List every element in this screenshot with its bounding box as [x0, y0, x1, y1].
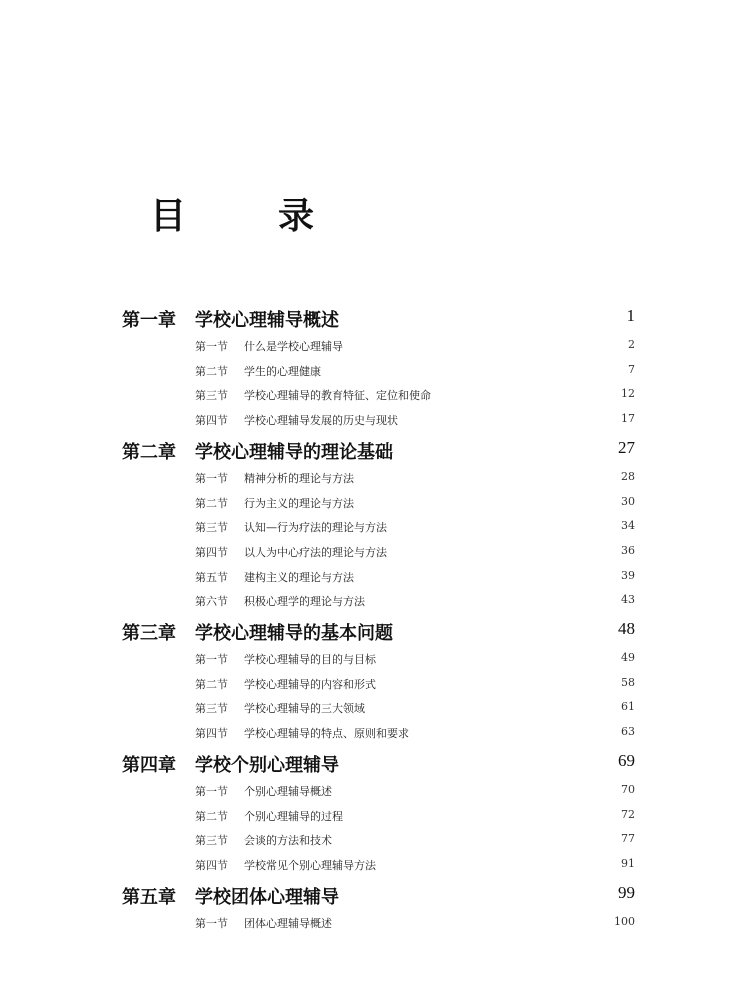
section-number: 第五节: [195, 570, 228, 584]
chapter-number: 第四章: [122, 754, 176, 776]
section-title: 学生的心理健康: [244, 364, 321, 378]
toc-section-row[interactable]: [0, 587, 750, 613]
section-title: 精神分析的理论与方法: [244, 471, 354, 485]
section-page-number: 91: [621, 856, 635, 870]
section-title: 学校常见个别心理辅导方法: [244, 858, 376, 872]
section-number: 第一节: [195, 784, 228, 798]
section-number: 第一节: [195, 653, 228, 666]
section-number: 第一节: [195, 340, 228, 353]
toc-section-row[interactable]: [0, 332, 750, 358]
section-title: 团体心理辅导概述: [244, 916, 332, 930]
toc-section-row[interactable]: [0, 909, 750, 935]
section-page-number: 61: [621, 700, 635, 714]
toc-title: 目 录: [150, 195, 343, 237]
section-title: 学校心理辅导的三大领域: [244, 702, 365, 716]
chapter-title: 学校心理辅导概述: [195, 310, 339, 331]
section-title: 行为主义的理论与方法: [244, 496, 354, 510]
section-title: 什么是学校心理辅导: [244, 340, 343, 353]
chapter-page-number: 99: [618, 882, 635, 902]
toc-section-row[interactable]: [0, 538, 750, 564]
section-number: 第二节: [195, 364, 228, 378]
section-page-number: 58: [621, 675, 635, 689]
section-page-number: 34: [621, 519, 635, 533]
section-title: 建构主义的理论与方法: [244, 570, 354, 584]
section-title: 学校心理辅导发展的历史与现状: [244, 414, 398, 428]
toc-section-row[interactable]: [0, 719, 750, 745]
toc-section-row[interactable]: [0, 851, 750, 877]
section-number: 第四节: [195, 727, 228, 741]
toc-chapter-row[interactable]: [0, 749, 750, 775]
toc-chapter-row[interactable]: [0, 304, 750, 330]
section-number: 第三节: [195, 521, 228, 535]
section-title: 学校心理辅导的内容和形式: [244, 677, 376, 691]
toc-section-row[interactable]: [0, 381, 750, 407]
chapter-title: 学校团体心理辅导: [195, 886, 339, 908]
section-number: 第三节: [195, 834, 228, 848]
section-number: 第三节: [195, 389, 228, 403]
section-title: 个别心理辅导概述: [244, 784, 332, 798]
section-title: 学校心理辅导的教育特征、定位和使命: [244, 389, 431, 403]
section-page-number: 100: [614, 914, 635, 928]
section-title: 个别心理辅导的过程: [244, 809, 343, 823]
toc-section-row[interactable]: [0, 645, 750, 671]
section-number: 第一节: [195, 916, 228, 930]
section-page-number: 63: [621, 725, 635, 739]
chapter-page-number: 69: [618, 750, 635, 770]
section-number: 第四节: [195, 414, 228, 428]
chapter-page-number: 27: [618, 437, 635, 457]
toc-section-row[interactable]: [0, 694, 750, 720]
section-page-number: 70: [621, 782, 635, 796]
section-page-number: 77: [621, 832, 635, 846]
section-number: 第二节: [195, 809, 228, 823]
toc-section-row[interactable]: [0, 777, 750, 803]
section-page-number: 43: [621, 593, 635, 607]
chapter-title: 学校心理辅导的基本问题: [195, 623, 393, 644]
chapter-title: 学校心理辅导的理论基础: [195, 441, 393, 463]
section-page-number: 30: [621, 494, 635, 508]
chapter-number: 第五章: [122, 886, 176, 908]
toc-section-row[interactable]: [0, 464, 750, 490]
section-title: 学校心理辅导的特点、原则和要求: [244, 727, 409, 741]
toc-section-row[interactable]: [0, 406, 750, 432]
section-number: 第三节: [195, 702, 228, 716]
section-page-number: 17: [621, 412, 635, 426]
toc-section-row[interactable]: [0, 670, 750, 696]
toc-chapter-row[interactable]: [0, 617, 750, 643]
section-page-number: 12: [621, 387, 635, 401]
section-page-number: 36: [621, 543, 635, 557]
section-title: 学校心理辅导的目的与目标: [244, 653, 376, 666]
toc-chapter-row[interactable]: [0, 436, 750, 462]
section-number: 第二节: [195, 496, 228, 510]
section-page-number: 2: [628, 338, 635, 351]
section-page-number: 72: [621, 807, 635, 821]
section-title: 积极心理学的理论与方法: [244, 595, 365, 609]
chapter-number: 第三章: [122, 623, 176, 644]
chapter-title: 学校个别心理辅导: [195, 754, 339, 776]
toc-section-row[interactable]: [0, 802, 750, 828]
section-page-number: 7: [628, 362, 635, 376]
section-page-number: 49: [621, 651, 635, 664]
toc-section-row[interactable]: [0, 489, 750, 515]
chapter-number: 第二章: [122, 441, 176, 463]
toc-chapter-row[interactable]: [0, 881, 750, 907]
section-title: 会谈的方法和技术: [244, 834, 332, 848]
section-title: 以人为中心疗法的理论与方法: [244, 545, 387, 559]
section-number: 第二节: [195, 677, 228, 691]
toc-section-row[interactable]: [0, 357, 750, 383]
section-number: 第一节: [195, 471, 228, 485]
toc-section-row[interactable]: [0, 513, 750, 539]
section-number: 第四节: [195, 858, 228, 872]
chapter-page-number: 1: [626, 306, 635, 325]
section-page-number: 39: [621, 568, 635, 582]
section-number: 第四节: [195, 545, 228, 559]
toc-section-row[interactable]: [0, 826, 750, 852]
toc-section-row[interactable]: [0, 563, 750, 589]
section-number: 第六节: [195, 595, 228, 609]
chapter-page-number: 48: [618, 619, 635, 638]
chapter-number: 第一章: [122, 310, 176, 331]
section-title: 认知—行为疗法的理论与方法: [244, 521, 387, 535]
section-page-number: 28: [621, 469, 635, 483]
